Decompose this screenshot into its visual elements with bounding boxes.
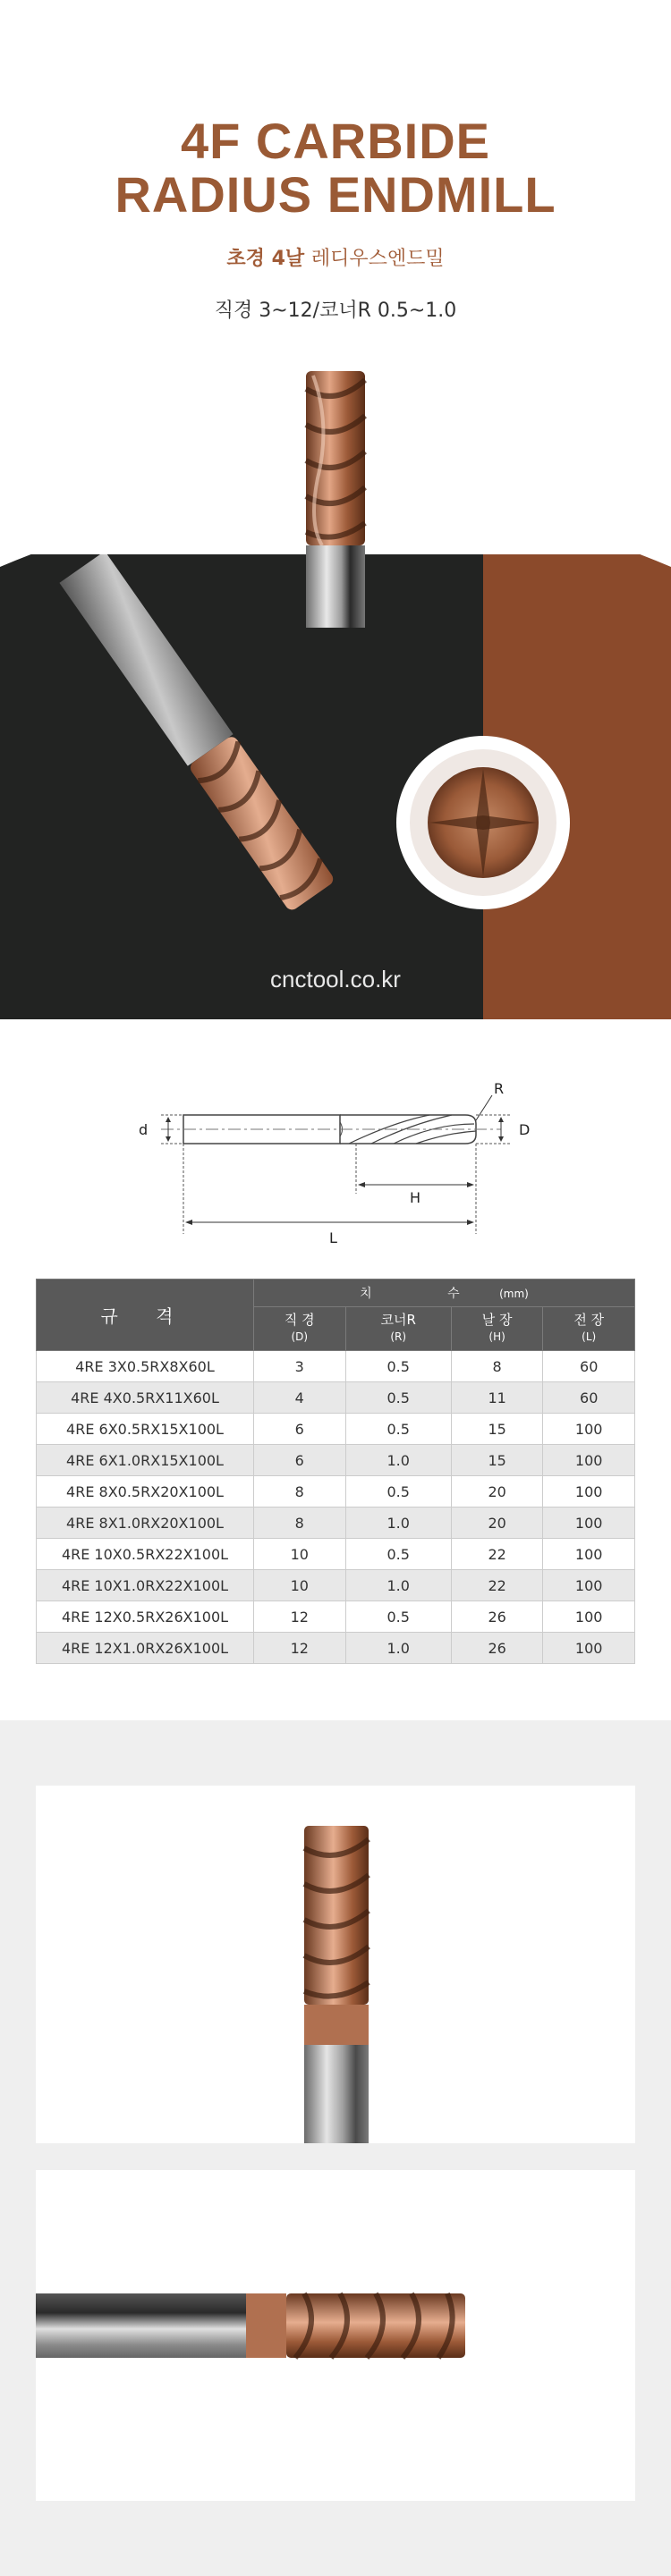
cell-model: 4RE 12X1.0RX26X100L [37, 1633, 254, 1664]
spec-range: 직경 3~12/코너R 0.5~1.0 [214, 300, 457, 322]
cell-value: 1.0 [345, 1445, 451, 1476]
brand-url: cnctool.co.kr [270, 966, 401, 992]
header-dimension-label: 치 수 [360, 1287, 496, 1301]
col-diameter-unit: (D) [291, 1330, 309, 1343]
cell-value: 60 [543, 1382, 635, 1414]
spec-table [36, 1279, 635, 1664]
cell-model: 4RE 6X1.0RX15X100L [37, 1445, 254, 1476]
subtitle-bold: 초경 4날 [226, 248, 305, 270]
cell-value: 4 [254, 1382, 346, 1414]
table-row [37, 1382, 635, 1414]
cell-value: 60 [543, 1351, 635, 1382]
col-total-length-label: 전 장 [573, 1312, 605, 1328]
label-D: D [519, 1121, 531, 1138]
cell-value: 0.5 [345, 1601, 451, 1633]
col-corner-r-label: 코너R [380, 1312, 416, 1328]
table-row [37, 1476, 635, 1508]
col-flute-length-unit: (H) [488, 1330, 505, 1343]
col-flute-length-label: 날 장 [481, 1312, 513, 1328]
cell-value: 0.5 [345, 1539, 451, 1570]
cell-model: 4RE 10X1.0RX22X100L [37, 1570, 254, 1601]
title-line-2: RADIUS ENDMILL [115, 166, 556, 223]
subtitle-light: 레디우스엔드밀 [310, 248, 445, 270]
cell-value: 100 [543, 1445, 635, 1476]
cell-value: 0.5 [345, 1414, 451, 1445]
endmill-vertical-image [36, 1786, 635, 2143]
cell-model: 4RE 8X0.5RX20X100L [37, 1476, 254, 1508]
table-row [37, 1570, 635, 1601]
table-row [37, 1508, 635, 1539]
cell-model: 4RE 12X0.5RX26X100L [37, 1601, 254, 1633]
label-R: R [494, 1080, 505, 1097]
cell-value: 100 [543, 1539, 635, 1570]
cell-model: 4RE 3X0.5RX8X60L [37, 1351, 254, 1382]
header-spec: 규 격 [37, 1280, 254, 1351]
dimension-diagram [125, 1068, 546, 1247]
cell-value: 100 [543, 1508, 635, 1539]
cell-value: 12 [254, 1633, 346, 1664]
header-dimension-unit: (mm) [499, 1288, 529, 1300]
cell-value: 10 [254, 1539, 346, 1570]
table-row [37, 1601, 635, 1633]
hero-section [0, 0, 671, 1019]
cell-value: 22 [451, 1539, 543, 1570]
header-dimension [254, 1280, 635, 1307]
col-corner-r-unit: (R) [390, 1330, 407, 1343]
spec-table-body [37, 1351, 635, 1664]
col-diameter-label: 직 경 [284, 1312, 315, 1328]
cell-value: 1.0 [345, 1570, 451, 1601]
cell-value: 20 [451, 1476, 543, 1508]
cell-value: 100 [543, 1414, 635, 1445]
cell-model: 4RE 6X0.5RX15X100L [37, 1414, 254, 1445]
cell-value: 10 [254, 1570, 346, 1601]
cell-value: 15 [451, 1414, 543, 1445]
table-row [37, 1445, 635, 1476]
table-row [37, 1539, 635, 1570]
cell-value: 20 [451, 1508, 543, 1539]
cell-value: 100 [543, 1476, 635, 1508]
cell-value: 1.0 [345, 1633, 451, 1664]
table-row [37, 1414, 635, 1445]
cell-value: 3 [254, 1351, 346, 1382]
cell-value: 26 [451, 1601, 543, 1633]
cell-value: 8 [254, 1508, 346, 1539]
cell-value: 0.5 [345, 1382, 451, 1414]
endmill-horizontal-image [36, 2170, 635, 2501]
cell-value: 0.5 [345, 1476, 451, 1508]
table-row [37, 1351, 635, 1382]
cell-value: 11 [451, 1382, 543, 1414]
col-corner-r [345, 1307, 451, 1351]
spec-table-container [36, 1279, 635, 1664]
cell-value: 100 [543, 1601, 635, 1633]
label-H: H [410, 1189, 421, 1206]
product-title [0, 114, 671, 222]
cell-model: 4RE 4X0.5RX11X60L [37, 1382, 254, 1414]
label-d: d [139, 1121, 149, 1138]
product-subtitle [0, 243, 671, 271]
cell-value: 6 [254, 1445, 346, 1476]
cell-value: 22 [451, 1570, 543, 1601]
col-total-length-unit: (L) [582, 1330, 597, 1343]
cell-value: 1.0 [345, 1508, 451, 1539]
cell-value: 8 [254, 1476, 346, 1508]
cell-model: 4RE 8X1.0RX20X100L [37, 1508, 254, 1539]
cell-value: 6 [254, 1414, 346, 1445]
cell-value: 100 [543, 1570, 635, 1601]
cell-value: 8 [451, 1351, 543, 1382]
product-photo-horizontal [36, 2170, 635, 2501]
label-L: L [329, 1229, 337, 1246]
cell-model: 4RE 10X0.5RX22X100L [37, 1539, 254, 1570]
cell-value: 100 [543, 1633, 635, 1664]
product-photo-vertical [36, 1786, 635, 2143]
col-total-length [543, 1307, 635, 1351]
cell-value: 0.5 [345, 1351, 451, 1382]
col-flute-length [451, 1307, 543, 1351]
cell-value: 15 [451, 1445, 543, 1476]
title-line-1: 4F CARBIDE [180, 113, 491, 169]
hero-background-panel [0, 554, 671, 1019]
cell-value: 26 [451, 1633, 543, 1664]
cell-value: 12 [254, 1601, 346, 1633]
table-row [37, 1633, 635, 1664]
col-diameter [254, 1307, 346, 1351]
